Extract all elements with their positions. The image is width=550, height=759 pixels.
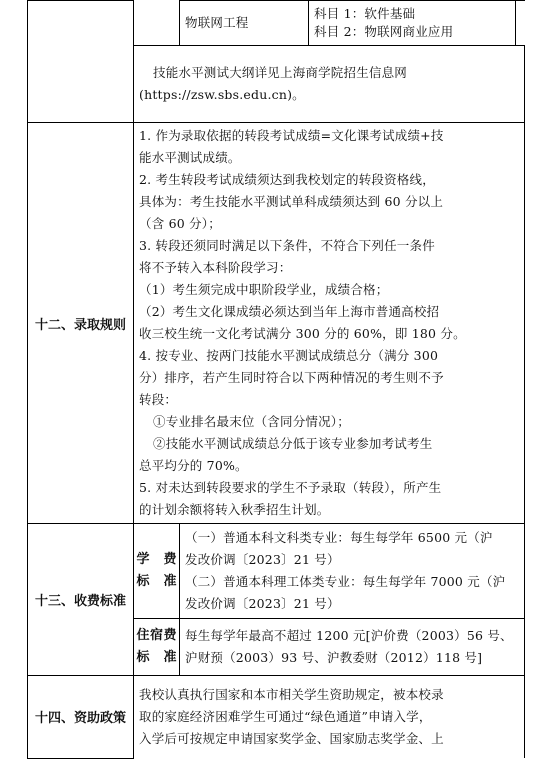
rule-line: 5. 对未达到转段要求的学生不予录取（转段），所产生	[139, 480, 442, 495]
rule-line: 将不予转入本科阶段学习：	[139, 260, 292, 275]
section-12-label: 十二、录取规则	[28, 123, 134, 524]
tuition-line: 发改价调〔2023〕21 号）	[185, 596, 340, 611]
section-12-row	[28, 123, 525, 524]
rule-line: ②技能水平测试成绩总分低于该专业参加考试考生	[153, 436, 433, 451]
rule-line: ①专业排名最末位（含同分情况）；	[153, 414, 350, 429]
rule-line: 收三校生统一文化考试满分 300 分的 60%，即 180 分。	[139, 326, 466, 341]
subject-2: 科目 2：物联网商业应用	[314, 24, 454, 39]
rule-line: （2）考生文化课成绩必须达到当年上海市普通高校招	[139, 304, 440, 319]
aid-line: 入学后可按规定申请国家奖学金、国家励志奖学金、上	[139, 731, 444, 746]
rule-line: 3. 转段还须同时满足以下条件，不符合下列任一条件	[139, 238, 435, 253]
rule-line: 分）排序，若产生同时符合以下两种情况的考生则不予	[139, 370, 444, 385]
section-14-label: 十四、资助政策	[28, 676, 134, 759]
edge-cell	[516, 1, 525, 46]
spacer-cell	[134, 1, 180, 46]
note-line-1: 技能水平测试大纲详见上海商学院招生信息网	[153, 65, 408, 80]
lodging-line: 每生每学年最高不超过 1200 元[沪价费（2003）56 号、	[185, 628, 513, 643]
admission-table	[27, 0, 525, 759]
lodging-label	[134, 619, 180, 676]
section-12-body	[134, 123, 525, 524]
subject-row	[28, 1, 525, 46]
lodging-body	[180, 619, 525, 676]
tuition-label-a: 学费	[136, 552, 177, 567]
rule-line: 的计划余额将转入秋季招生计划。	[139, 502, 330, 517]
section-14-body	[134, 676, 525, 759]
rule-line: （含 60 分）；	[139, 216, 221, 231]
tuition-line: （二）普通本科理工体类专业：每生每学年 7000 元（沪	[185, 574, 506, 589]
section-13-tuition-row	[28, 524, 525, 619]
lodging-line: 沪财预（2003）93 号、沪教委财（2012）118 号]	[185, 650, 483, 665]
rule-line: 总平均分的 70%。	[139, 458, 248, 473]
rule-line: 1. 作为录取依据的转段考试成绩=文化课考试成绩+技	[139, 128, 444, 143]
note-cell	[134, 46, 525, 123]
tuition-body	[180, 524, 525, 619]
rule-line: （1）考生须完成中职阶段学业，成绩合格；	[139, 282, 389, 297]
major-name: 物联网工程	[185, 15, 249, 30]
major-cell	[180, 1, 309, 46]
section-14-row	[28, 676, 525, 759]
rule-line: 4. 按专业、按两门技能水平测试成绩总分（满分 300	[139, 348, 439, 363]
tuition-label-b: 标准	[136, 574, 177, 589]
subject-1: 科目 1：软件基础	[314, 6, 416, 21]
blank-label-cell	[28, 1, 134, 123]
aid-line: 取的家庭经济困难学生可通过“绿色通道”申请入学，	[139, 709, 432, 724]
tuition-label	[134, 524, 180, 619]
rule-line: 2. 考生转段考试成绩须达到我校划定的转段资格线，	[139, 172, 435, 187]
aid-line: 我校认真执行国家和本市相关学生资助规定，被本校录	[139, 687, 444, 702]
rule-line: 具体为：考生技能水平测试单科成绩须达到 60 分以上	[139, 194, 444, 209]
tuition-line: 发改价调〔2023〕21 号）	[185, 552, 340, 567]
lodging-label-b: 标准	[136, 650, 177, 665]
note-line-2: (https://zsw.sbs.edu.cn)。	[139, 87, 305, 102]
subjects-cell	[309, 1, 516, 46]
rule-line: 转段：	[139, 392, 178, 407]
tuition-line: （一）普通本科文科类专业：每生每学年 6500 元（沪	[185, 530, 493, 545]
lodging-label-a: 住宿费	[136, 628, 177, 643]
section-13-label: 十三、收费标准	[28, 524, 134, 676]
rule-line: 能水平测试成绩。	[139, 150, 241, 165]
